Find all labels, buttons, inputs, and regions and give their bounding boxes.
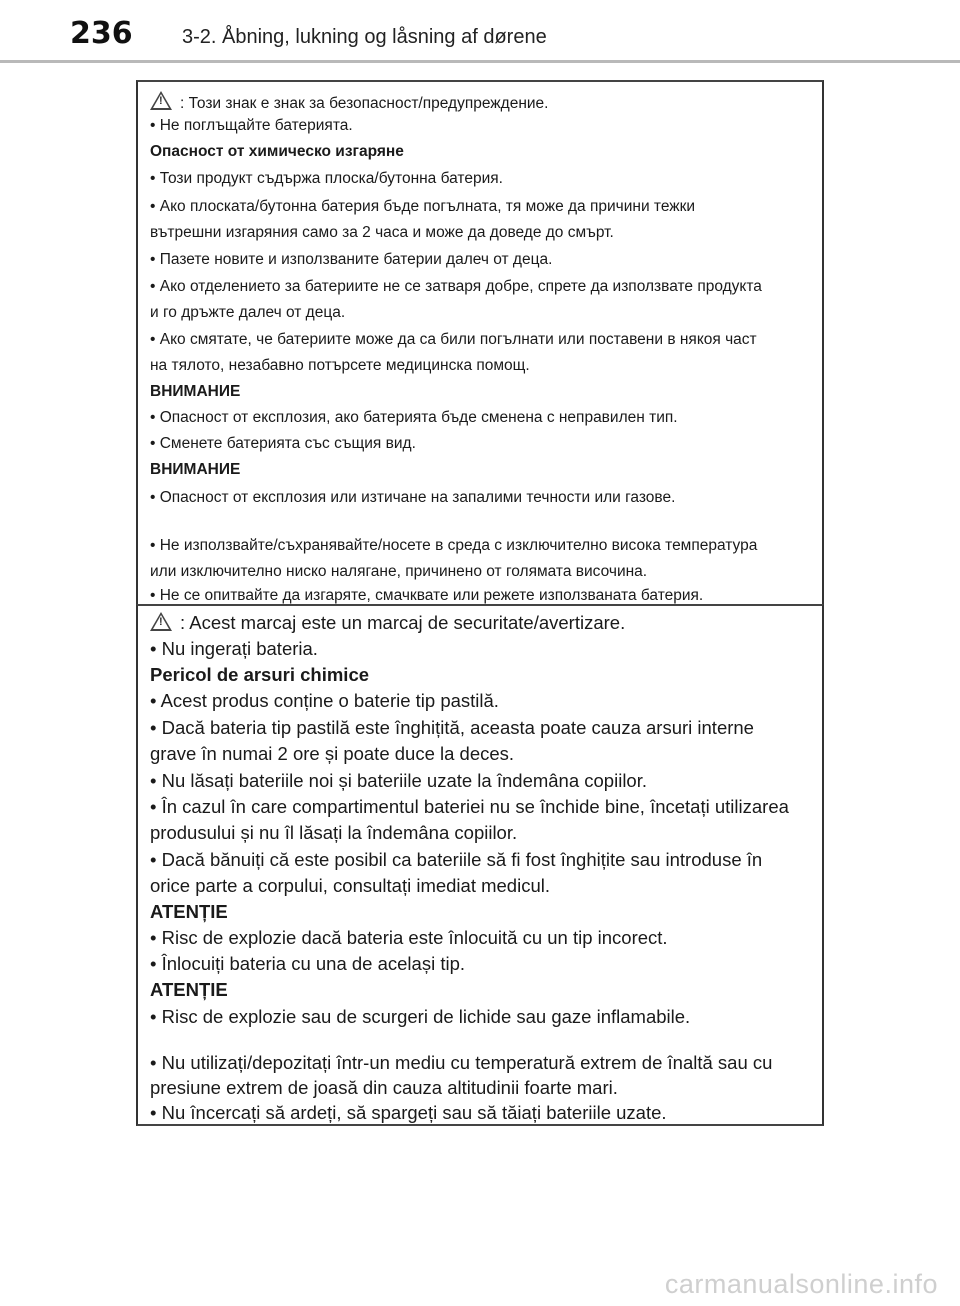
section-title: 3-2. Åbning, lukning og låsning af dørene: [182, 26, 547, 48]
bg-heading-warning-2: ВНИМАНИЕ: [150, 461, 241, 478]
bg-line-7: • Пазете новите и използваните батерии далеч от деца.: [150, 251, 553, 268]
bg-line-18: или изключително ниско налягане, причинено от голямата височина.: [150, 563, 648, 580]
ro-heading-warning-1: ATENȚIE: [150, 901, 228, 922]
bg-line-14: • Сменете батерията със същия вид.: [150, 435, 416, 452]
bg-line-8: • Ако отделението за батериите не се затваря добре, спрете да използвате продукта: [150, 278, 762, 295]
romanian-warning-box: [136, 604, 824, 1126]
ro-line-1: !: Acest marcaj este un marcaj de securitate/avertizare.: [150, 612, 625, 634]
bg-line-9: и го дръжте далеч от деца.: [150, 304, 346, 321]
page-number: 236: [70, 16, 133, 51]
ro-line-9: produsului și nu îl lăsați la îndemâna copiilor.: [150, 822, 518, 843]
ro-line-19: • Nu încercați să ardeți, să spargeți sau să tăiați bateriile uzate.: [150, 1102, 667, 1123]
ro-line-11: orice parte a corpului, consultați imediat medicul.: [150, 875, 550, 896]
ro-line-7: • Nu lăsați bateriile noi și bateriile uzate la îndemâna copiilor.: [150, 770, 647, 791]
bg-line-4: • Този продукт съдържа плоска/бутонна батерия.: [150, 170, 503, 187]
ro-heading-warning-2: ATENȚIE: [150, 979, 228, 1000]
scanned-warning-label: [136, 76, 824, 1126]
bulgarian-warning-box: [136, 80, 824, 607]
ro-line-10: • Dacă bănuiți că este posibil ca bateriile să fi fost înghițite sau introduse în: [150, 849, 763, 870]
ro-line-14: • Înlocuiți bateria cu una de același tip.: [150, 953, 465, 974]
ro-line-5: • Dacă bateria tip pastilă este înghițită, aceasta poate cauza arsuri interne: [150, 717, 754, 738]
bg-line-16: • Опасност от експлозия или изтичане на запалими течности или газове.: [150, 489, 676, 506]
ro-heading-chemical-burn: Pericol de arsuri chimice: [150, 664, 370, 685]
bg-line-2: • Не поглъщайте батерията.: [150, 117, 353, 134]
bg-line-6: вътрешни изгаряния само за 2 часа и може да доведе до смърт.: [150, 224, 614, 241]
bg-line-17: • Не използвайте/съхранявайте/носете в среда с изключително висока температура: [150, 537, 758, 554]
watermark: carmanualsonline.info: [664, 1269, 938, 1299]
ro-line-2: • Nu ingerați bateria.: [150, 638, 318, 659]
bg-line-13: • Опасност от експлозия, ако батерията бъде сменена с неправилен тип.: [150, 409, 678, 426]
bg-line-19: • Не се опитвайте да изгаряте, смачквате или режете използваната батерия.: [150, 587, 704, 604]
ro-line-8: • În cazul în care compartimentul bateriei nu se închide bine, încetați utilizarea: [150, 796, 789, 817]
ro-line-4: • Acest produs conține o baterie tip pastilă.: [150, 690, 499, 711]
bg-line-5: • Ако плоската/бутонна батерия бъде погълната, тя може да причини тежки: [150, 198, 696, 215]
ro-line-17: • Nu utilizați/depozitați într-un mediu cu temperatură extrem de înaltă sau cu: [150, 1052, 773, 1073]
bg-line-10: • Ако смятате, че батериите може да са били погълнати или поставени в някоя част: [150, 331, 757, 348]
bg-line-11: на тялото, незабавно потърсете медицинска помощ.: [150, 357, 530, 374]
ro-line-6: grave în numai 2 ore și poate duce la deces.: [150, 743, 515, 764]
warning-triangle-icon: [150, 612, 172, 631]
page-header: [0, 0, 960, 62]
bg-heading-chemical-burn: Опасност от химическо изгаряне: [150, 143, 404, 160]
ro-line-13: • Risc de explozie dacă bateria este înlocuită cu un tip incorect.: [150, 927, 668, 948]
bg-line-1: !: Този знак е знак за безопасност/предупреждение.: [150, 91, 548, 113]
ro-line-16: • Risc de explozie sau de scurgeri de lichide sau gaze inflamabile.: [150, 1006, 691, 1027]
ro-line-18: presiune extrem de joasă din cauza altitudinii foarte mari.: [150, 1077, 618, 1098]
header-divider: [0, 60, 960, 63]
bg-heading-warning-1: ВНИМАНИЕ: [150, 383, 241, 400]
warning-triangle-icon: [150, 91, 172, 110]
